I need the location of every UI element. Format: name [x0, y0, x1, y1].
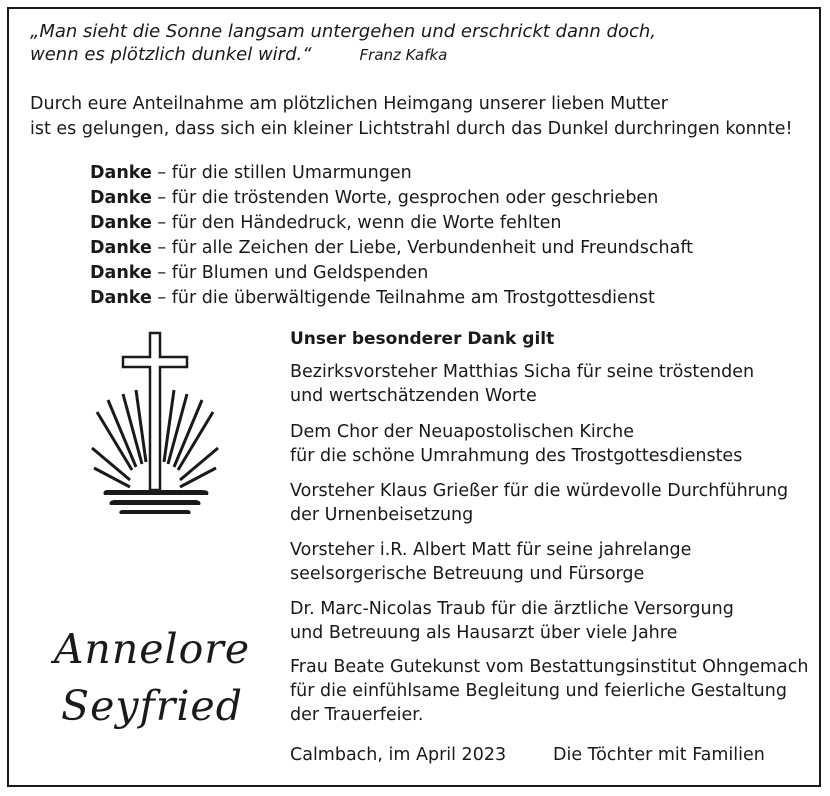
signature: Die Töchter mit Familien: [553, 745, 765, 765]
thanks-item: [90, 186, 810, 211]
thanks-text: – für die überwältigende Teilnahme am Trostgottesdienst: [151, 288, 655, 308]
special-thanks-item: [290, 538, 810, 586]
thanks-item: [90, 236, 810, 261]
intro-line-2: ist es gelungen, dass sich ein kleiner Lichtstrahl durch das Dunkel durchringen konnte!: [30, 119, 793, 139]
deceased-last-name: Seyfried: [61, 682, 243, 730]
quote-line-2: wenn es plötzlich dunkel wird.“: [30, 44, 312, 65]
item-line: der Urnenbeisetzung: [290, 505, 474, 525]
thanks-word: Danke: [90, 213, 152, 233]
deceased-first-name: Annelore: [53, 625, 251, 673]
special-thanks-item: [290, 597, 810, 645]
item-line: für die einfühlsame Begleitung und feierliche Gestaltung: [290, 681, 787, 701]
place-date: Calmbach, im April 2023: [290, 745, 507, 765]
special-thanks-heading: Unser besonderer Dank gilt: [290, 329, 555, 349]
thanks-text: – für den Händedruck, wenn die Worte fehlten: [151, 213, 562, 233]
item-line: der Trauerfeier.: [290, 705, 424, 725]
special-thanks-item: [290, 420, 810, 468]
item-line: Frau Beate Gutekunst vom Bestattungsinstitut Ohngemach: [290, 657, 809, 677]
item-line: Vorsteher i.R. Albert Matt für seine jahrelange: [290, 540, 692, 560]
thanks-item: [90, 261, 810, 286]
item-line: und Betreuung als Hausarzt über viele Jahre: [290, 623, 678, 643]
item-line: für die schöne Umrahmung des Trostgottesdienstes: [290, 446, 743, 466]
item-line: Bezirksvorsteher Matthias Sicha für seine tröstenden: [290, 362, 755, 382]
cross-with-sun-rays-icon: [90, 330, 230, 520]
thanks-item: [90, 211, 810, 236]
thanks-word: Danke: [90, 163, 152, 183]
item-line: Dr. Marc-Nicolas Traub für die ärztliche Versorgung: [290, 599, 734, 619]
thanks-item: [90, 286, 810, 311]
thanks-text: – für alle Zeichen der Liebe, Verbundenheit und Freundschaft: [151, 238, 694, 258]
intro-text: [30, 92, 810, 142]
thanks-word: Danke: [90, 238, 152, 258]
thanks-item: [90, 161, 810, 186]
thanks-word: Danke: [90, 263, 152, 283]
special-thanks-item: [290, 360, 810, 408]
special-thanks-item: [290, 655, 810, 727]
special-thanks-item: [290, 479, 810, 527]
kafka-quote: [30, 20, 790, 67]
thanks-text: – für die tröstenden Worte, gesprochen oder geschrieben: [151, 188, 659, 208]
quote-line-1: „Man sieht die Sonne langsam untergehen und erschrickt dann doch,: [30, 21, 657, 42]
thanks-text: – für die stillen Umarmungen: [151, 163, 412, 183]
item-line: Dem Chor der Neuapostolischen Kirche: [290, 422, 635, 442]
item-line: und wertschätzenden Worte: [290, 386, 537, 406]
intro-line-1: Durch eure Anteilnahme am plötzlichen Heimgang unserer lieben Mutter: [30, 94, 668, 114]
thanks-word: Danke: [90, 188, 152, 208]
item-line: seelsorgerische Betreuung und Fürsorge: [290, 564, 645, 584]
quote-author: Franz Kafka: [359, 46, 448, 64]
thanks-list: [90, 161, 810, 311]
thanks-text: – für Blumen und Geldspenden: [151, 263, 429, 283]
item-line: Vorsteher Klaus Grießer für die würdevolle Durchführung: [290, 481, 789, 501]
thanks-word: Danke: [90, 288, 152, 308]
